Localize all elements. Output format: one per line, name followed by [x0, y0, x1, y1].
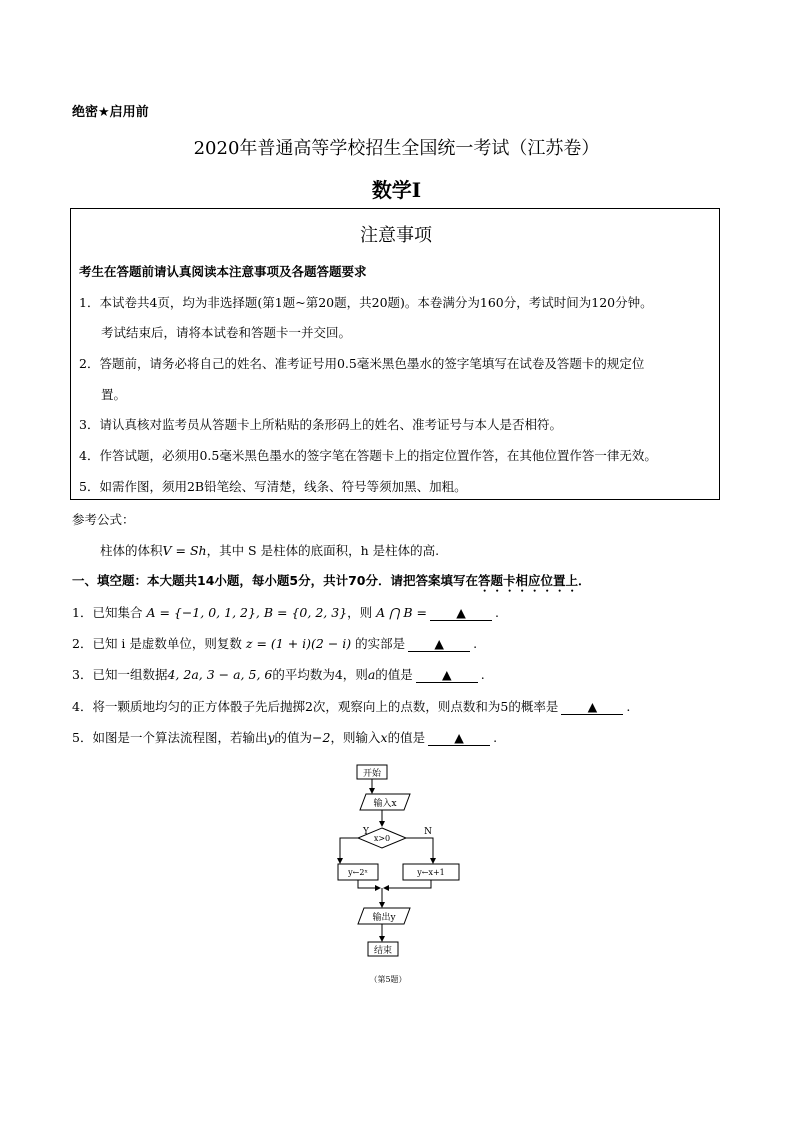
notice-item-5: 5．如需作图，须用2B铅笔绘、写清楚，线条、符号等须加黑、加粗。: [79, 479, 467, 494]
section-title-emphasis: 答题卡相应位置上: [478, 573, 579, 588]
flow-merge-right: [384, 880, 431, 888]
notice-item-2: 2．答题前，请务必将自己的姓名、准考证号用0.5毫米黑色墨水的签字笔填写在试卷及答题卡的规定位: [79, 356, 645, 371]
q3-variable: a: [367, 667, 376, 682]
q2-period: .: [473, 636, 478, 651]
formula-pre: 柱体的体积: [100, 543, 163, 558]
flow-right-assign: y←x+1: [417, 868, 445, 877]
answer-blank-2[interactable]: ▲: [408, 637, 470, 652]
flow-no-branch: [406, 838, 433, 863]
flow-condition-label: x>0: [373, 834, 391, 843]
flow-input-label: 输入x: [373, 799, 397, 809]
flow-no-label: N: [424, 827, 432, 837]
subject-title: 数学Ⅰ: [371, 178, 422, 202]
q5-value: −2: [312, 730, 331, 745]
section-title-main: 一、填空题：本大题共14小题，每小题5分，共计70分．请把答案填写在: [72, 573, 478, 588]
flow-left-assign: y←2ˣ: [348, 868, 368, 877]
notice-item-3: 3．请认真核对监考员从答题卡上所粘贴的条形码上的姓名、准考证号与本人是否相符。: [79, 417, 562, 432]
question-5: [72, 728, 497, 746]
q4-period: .: [626, 699, 631, 714]
flow-merge-left: [358, 880, 380, 888]
q1-middle: ，则: [347, 605, 373, 620]
q2-suffix: 的实部是: [355, 636, 406, 651]
flow-caption: （第5题）: [369, 975, 407, 984]
flow-start-label: 开始: [362, 769, 382, 779]
section-title: [72, 571, 591, 595]
answer-blank-5[interactable]: ▲: [428, 731, 490, 746]
answer-blank-3[interactable]: ▲: [416, 668, 478, 683]
q5-suffix: 的值是: [387, 730, 426, 745]
q5-middle: 的值为: [274, 730, 313, 745]
notice-item-1: 1．本试卷共4页，均为非选择题(第1题~第20题，共20题)。本卷满分为160分，考试时间为120分钟。: [79, 295, 653, 310]
q2-prefix: 2．已知 i 是虚数单位，则复数: [72, 636, 242, 651]
q1-period: .: [495, 605, 499, 620]
q3-prefix: 3．已知一组数据: [72, 667, 168, 682]
notice-intro: 考生在答题前请认真阅读本注意事项及各题答题要求: [79, 264, 367, 279]
q2-expression: z = (1 + i)(2 − i): [245, 636, 352, 651]
flowchart: [320, 760, 480, 992]
answer-blank-1[interactable]: ▲: [430, 606, 492, 621]
notice-item-2-cont: 置。: [101, 387, 127, 402]
notice-box: [70, 208, 720, 500]
q3-middle: 的平均数为4，则: [272, 667, 368, 682]
notice-heading: 注意事项: [360, 225, 432, 246]
flow-yes-branch: [340, 838, 358, 863]
secret-label: 绝密★启用前: [72, 105, 149, 120]
flow-output-label: 输出y: [372, 913, 396, 923]
q1-expression-2: A ⋂ B =: [376, 605, 428, 620]
flow-yes-label: Y: [363, 827, 369, 837]
q3-period: .: [480, 667, 485, 682]
q5-var-y: y: [267, 730, 275, 745]
section-title-end: ．: [578, 573, 591, 588]
notice-item-4: 4．作答试题，必须用0.5毫米黑色墨水的签字笔在答题卡上的指定位置作答，在其他位置作答一律无效。: [79, 448, 657, 463]
notice-item-1-cont: 考试结束后，请将本试卷和答题卡一并交回。: [101, 325, 352, 340]
formula-line: [100, 541, 439, 559]
q5-var-x: x: [380, 730, 388, 745]
q3-suffix: 的值是: [375, 667, 413, 682]
question-4: [72, 697, 630, 715]
formula-post: ，其中 S 是柱体的底面积，h 是柱体的高.: [206, 543, 440, 558]
q5-prefix: 5．如图是一个算法流程图，若输出: [72, 730, 268, 745]
q1-prefix: 1．已知集合: [72, 605, 143, 620]
q4-text: 4．将一颗质地均匀的正方体骰子先后抛掷2次，观察向上的点数，则点数和为5的概率是: [72, 699, 559, 714]
question-1: [72, 603, 499, 621]
q5-middle-2: ，则输入: [330, 730, 381, 745]
exam-title: 2020年普通高等学校招生全国统一考试（江苏卷）: [193, 138, 600, 159]
formula-expr: V = Sh: [162, 543, 207, 558]
formula-label: 参考公式：: [72, 512, 135, 527]
q1-expression: A = {−1, 0, 1, 2}, B = {0, 2, 3}: [146, 605, 348, 620]
answer-blank-4[interactable]: ▲: [561, 700, 623, 715]
q3-expression: 4, 2a, 3 − a, 5, 6: [167, 667, 273, 682]
question-3: [72, 665, 485, 683]
q5-period: .: [493, 730, 498, 745]
question-2: [72, 634, 477, 652]
flow-end-label: 结束: [373, 946, 393, 956]
